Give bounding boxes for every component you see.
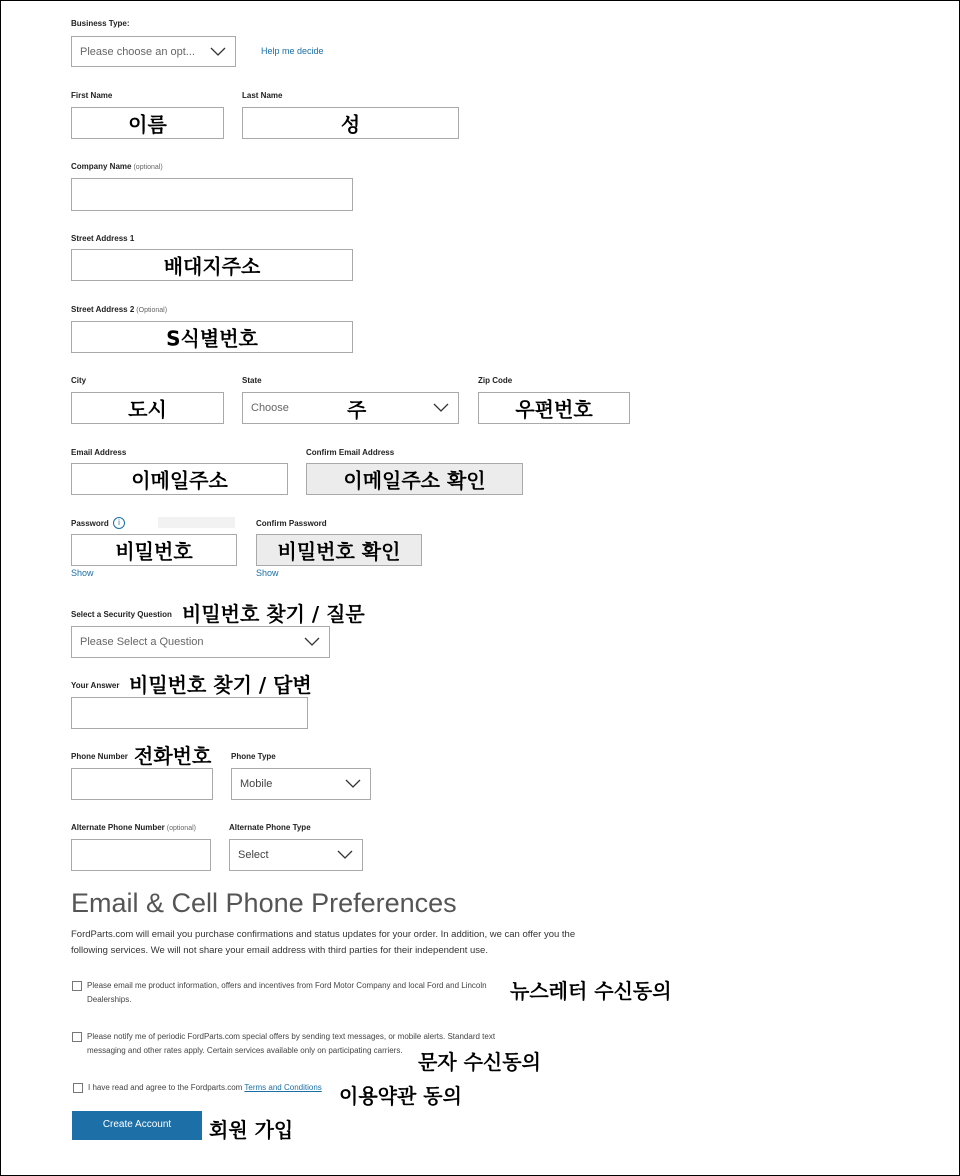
security-question-label: Select a Security Question — [71, 610, 172, 619]
sms-checkbox[interactable] — [72, 1032, 82, 1042]
alt-phone-type-label: Alternate Phone Type — [229, 823, 311, 832]
city-annotation: 도시 — [128, 397, 167, 422]
email-label: Email Address — [71, 448, 127, 457]
newsletter-checkbox[interactable] — [72, 981, 82, 991]
phone-number-label: Phone Number — [71, 752, 128, 761]
street-address-1-annotation: 배대지주소 — [163, 254, 261, 279]
alt-phone-number-input[interactable] — [71, 839, 211, 871]
city-label: City — [71, 376, 87, 385]
chevron-down-icon — [337, 850, 353, 860]
last-name-label: Last Name — [242, 91, 283, 100]
confirm-email-label: Confirm Email Address — [306, 448, 395, 457]
password-label: Password — [71, 519, 109, 528]
last-name-annotation: 성 — [340, 112, 361, 137]
company-name-input[interactable] — [71, 178, 353, 211]
zip-code-input[interactable] — [478, 392, 630, 424]
terms-and-conditions-link[interactable]: Terms and Conditions — [244, 1083, 322, 1092]
terms-annotation: 이용약관 동의 — [339, 1084, 462, 1108]
city-input[interactable] — [71, 392, 224, 424]
street-address-2-annotation: S식별번호 — [166, 326, 258, 351]
state-select[interactable] — [242, 392, 459, 424]
answer-annotation: 비밀번호 찾기 / 답변 — [129, 673, 312, 697]
street-address-1-label: Street Address 1 — [71, 234, 135, 243]
state-placeholder: Choose — [251, 402, 289, 414]
create-account-annotation: 회원 가입 — [209, 1118, 294, 1142]
confirm-password-show-link[interactable]: Show — [256, 568, 279, 578]
email-input[interactable] — [71, 463, 288, 495]
state-annotation: 주 — [347, 398, 367, 422]
help-me-decide-link[interactable]: Help me decide — [261, 46, 324, 56]
preferences-heading: Email & Cell Phone Preferences — [71, 888, 457, 918]
first-name-annotation: 이름 — [128, 112, 167, 137]
newsletter-checkbox-text: Please email me product information, offers and incentives from Ford Motor Company and local Ford and Lincoln Dealerships. — [87, 981, 487, 1004]
sms-checkbox-text: Please notify me of periodic FordParts.com special offers by sending text messages, or mobile alerts. Standard text messaging and other rates apply. Certain services available only on participating carriers. — [87, 1032, 496, 1055]
preferences-description: FordParts.com will email you purchase confirmations and status updates for your order. In addition, we can offer you the following services. We will not share your email address with third parties for their independent use. — [71, 929, 576, 956]
newsletter-annotation: 뉴스레터 수신동의 — [510, 979, 672, 1003]
business-type-placeholder: Please choose an opt... — [80, 45, 195, 58]
first-name-label: First Name — [71, 91, 113, 100]
last-name-input[interactable] — [242, 107, 459, 139]
phone-type-value: Mobile — [240, 778, 273, 790]
street-address-2-label: Street Address 2 (Optional) — [71, 305, 168, 314]
confirm-email-annotation: 이메일주소 확인 — [343, 468, 486, 493]
security-question-placeholder: Please Select a Question — [80, 636, 204, 648]
answer-label: Your Answer — [71, 681, 120, 690]
email-annotation: 이메일주소 — [131, 468, 228, 493]
password-input[interactable] — [71, 534, 237, 566]
business-type-select[interactable] — [71, 36, 236, 67]
confirm-password-input[interactable] — [256, 534, 422, 566]
password-annotation: 비밀번호 — [115, 539, 193, 564]
phone-type-label: Phone Type — [231, 752, 276, 761]
info-icon[interactable]: i — [113, 517, 125, 529]
alt-phone-type-select[interactable] — [229, 839, 363, 871]
phone-number-annotation: 전화번호 — [134, 744, 212, 768]
password-show-link[interactable]: Show — [71, 568, 94, 578]
password-strength-meter — [158, 517, 235, 528]
chevron-down-icon — [433, 403, 449, 413]
confirm-password-label: Confirm Password — [256, 519, 327, 528]
zip-code-label: Zip Code — [478, 376, 513, 385]
phone-number-input[interactable] — [71, 768, 213, 800]
answer-input[interactable] — [71, 697, 308, 729]
chevron-down-icon — [304, 637, 320, 647]
street-address-2-input[interactable] — [71, 321, 353, 353]
sms-annotation: 문자 수신동의 — [418, 1050, 541, 1074]
create-account-button[interactable]: Create Account — [72, 1111, 202, 1140]
company-name-label: Company Name (optional) — [71, 162, 163, 171]
state-label: State — [242, 376, 262, 385]
security-question-select[interactable] — [71, 626, 330, 658]
confirm-password-annotation: 비밀번호 확인 — [277, 539, 401, 564]
terms-checkbox[interactable] — [73, 1083, 83, 1093]
first-name-input[interactable] — [71, 107, 224, 139]
security-question-annotation: 비밀번호 찾기 / 질문 — [182, 602, 365, 626]
zip-code-annotation: 우편번호 — [515, 397, 593, 422]
chevron-down-icon — [210, 47, 226, 57]
confirm-email-input[interactable] — [306, 463, 523, 495]
business-type-label: Business Type: — [71, 19, 130, 28]
alt-phone-type-value: Select — [238, 849, 269, 861]
chevron-down-icon — [345, 779, 361, 789]
alt-phone-number-label: Alternate Phone Number (optional) — [71, 823, 196, 832]
terms-checkbox-text: I have read and agree to the Fordparts.com Terms and Conditions — [88, 1083, 322, 1092]
phone-type-select[interactable] — [231, 768, 371, 800]
street-address-1-input[interactable] — [71, 249, 353, 281]
